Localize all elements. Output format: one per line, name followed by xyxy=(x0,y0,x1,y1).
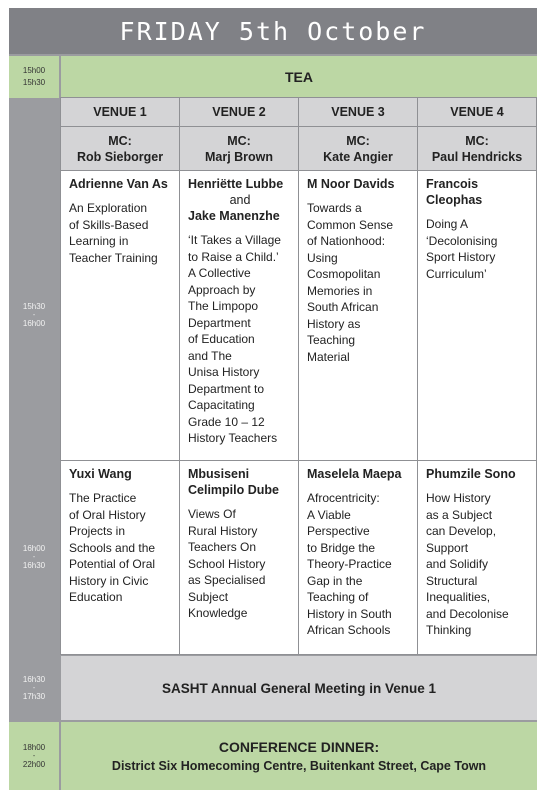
agm-band: SASHT Annual General Meeting in Venue 1 xyxy=(61,656,537,720)
mc-venue-3: MC: Kate Angier xyxy=(298,126,418,171)
tea-band: TEA xyxy=(61,56,537,98)
speaker-name: Phumzile Sono xyxy=(426,467,516,481)
talk-title: Towards a Common Sense of Nationhood: Using Cosmopolitan Memories in South African History as Teaching Material xyxy=(307,201,394,364)
speaker-name: Yuxi Wang xyxy=(69,467,132,481)
talk-s1-venue-3 xyxy=(298,170,418,461)
talk-title: Afrocentricity: A Viable Perspective to Bridge the Theory-Practice Gap in the Teaching of History in South African Schools xyxy=(307,491,392,637)
venue-4-header: VENUE 4 xyxy=(417,97,537,127)
time-session-2: 16h00 - 16h30 xyxy=(9,460,59,655)
talk-s2-venue-2 xyxy=(179,460,299,655)
talk-s1-venue-1 xyxy=(60,170,180,461)
speaker-name: Henriëtte Lubbe and Jake Manenzhe xyxy=(188,177,284,223)
talk-s1-venue-2 xyxy=(179,170,299,461)
dinner-location: District Six Homecoming Centre, Buitenkant Street, Cape Town xyxy=(111,758,487,773)
talk-s2-venue-4 xyxy=(417,460,537,655)
talk-title: An Exploration of Skills-Based Learning in Teacher Training xyxy=(69,201,158,265)
talk-title: Doing A ‘Decolonising Sport History Curriculum’ xyxy=(426,217,498,281)
speaker-name: Francois Cleophas xyxy=(426,177,483,207)
day-title: FRIDAY 5th October xyxy=(9,8,537,54)
talk-title: Views Of Rural History Teachers On School History as Specialised Subject Knowledge xyxy=(188,507,266,620)
talk-s2-venue-1 xyxy=(60,460,180,655)
mc-venue-4: MC: Paul Hendricks xyxy=(417,126,537,171)
talk-title: ‘It Takes a Village to Raise a Child.’ A Collective Approach by The Limpopo Department of Education and The Unisa History Department to Capacitating Grade 10 – 12 History Teachers xyxy=(188,233,281,445)
time-agm: 16h30 - 17h30 xyxy=(9,656,59,720)
talk-s2-venue-3 xyxy=(298,460,418,655)
mc-venue-1: MC: Rob Sieborger xyxy=(60,126,180,171)
talk-title: How History as a Subject can Develop, Support and Solidify Structural Inequalities, and Decolonise Thinking xyxy=(426,491,509,637)
programme-table xyxy=(9,8,537,790)
talk-s1-venue-4 xyxy=(417,170,537,461)
venue-1-header: VENUE 1 xyxy=(60,97,180,127)
venue-3-header: VENUE 3 xyxy=(298,97,418,127)
dinner-band xyxy=(61,722,537,790)
venue-2-header: VENUE 2 xyxy=(179,97,299,127)
speaker-name: Maselela Maepa xyxy=(307,467,402,481)
time-session-1: 15h30 - 16h00 xyxy=(9,170,59,460)
mc-venue-2: MC: Marj Brown xyxy=(179,126,299,171)
speaker-name: Mbusiseni Celimpilo Dube xyxy=(188,467,279,497)
speaker-name: M Noor Davids xyxy=(307,177,395,191)
time-tea: 15h00 15h30 xyxy=(9,56,59,98)
time-dinner: 18h00 - 22h00 xyxy=(9,722,59,790)
dinner-title: CONFERENCE DINNER: xyxy=(218,738,380,755)
speaker-name: Adrienne Van As xyxy=(69,177,168,191)
talk-title: The Practice of Oral History Projects in Schools and the Potential of Oral History in Civic Education xyxy=(69,491,156,604)
